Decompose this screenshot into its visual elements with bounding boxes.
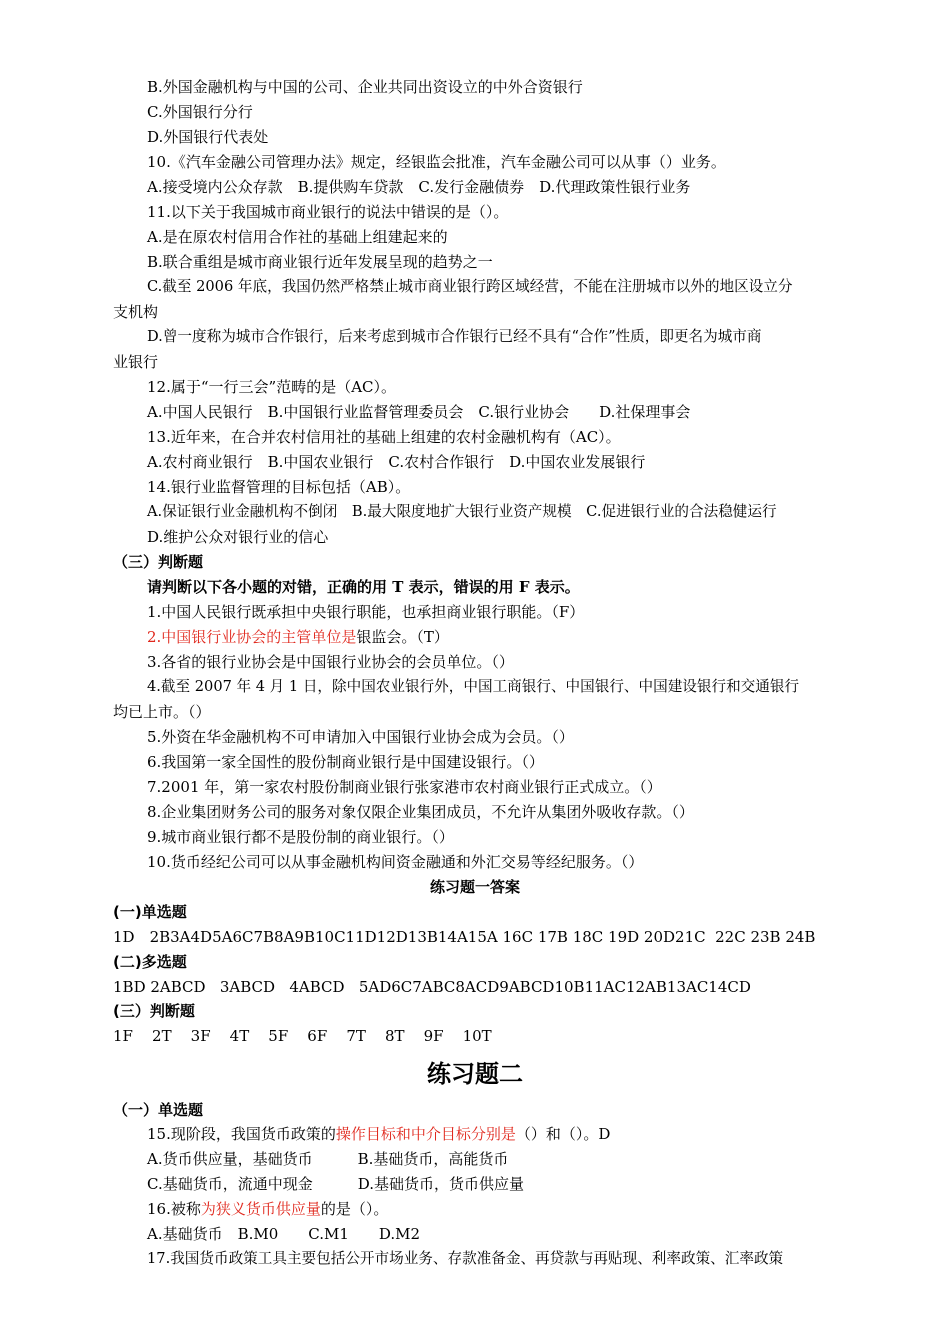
option-line: A.保证银行业金融机构不倒闭 B.最大限度地扩大银行业资产规模 C.促进银行业的合法稳健运行 xyxy=(147,503,777,520)
option-line: C.外国银行分行 xyxy=(147,103,253,121)
question-line xyxy=(147,1199,388,1219)
answers-line: 1D 2B3A4D5A6C7B8A9B10C11D12D13B14A15A 16C 17B 18C 19D 20D21C 22C 23B 24B xyxy=(113,928,816,946)
option-line-cont: 支机构 xyxy=(113,303,159,321)
question-line: 13.近年来，在合并农村信用社的基础上组建的农村金融机构有（AC）。 xyxy=(147,428,621,446)
answers-line: 1BD 2ABCD 3ABCD 4ABCD 5AD6C7ABC8ACD9ABCD10B11AC12AB13AC14CD xyxy=(113,978,751,996)
judge-item: 5.外资在华金融机构不可申请加入中国银行业协会成为会员。（） xyxy=(147,728,574,746)
option-line: D.曾一度称为城市合作银行，后来考虑到城市合作银行已经不具有“合作”性质，即更名为城市商 xyxy=(147,328,762,345)
judge-item: 1.中国人民银行既承担中央银行职能，也承担商业银行职能。（F） xyxy=(147,603,585,621)
option-line: A.基础货币 B.M0 C.M1 D.M2 xyxy=(147,1225,421,1243)
option-line-cont: 业银行 xyxy=(113,353,159,371)
question-line: 11.以下关于我国城市商业银行的说法中错误的是（）。 xyxy=(147,203,509,221)
judge-item: 10.货币经纪公司可以从事金融机构间资金融通和外汇交易等经纪服务。（） xyxy=(147,853,644,871)
option-line: B.联合重组是城市商业银行近年发展呈现的趋势之一 xyxy=(147,253,493,271)
option-line: D.维护公众对银行业的信心 xyxy=(147,528,329,546)
option-line: A.货币供应量，基础货币 B.基础货币，高能货币 xyxy=(147,1150,509,1168)
highlighted-text: 2.中国银行业协会的主管单位是 xyxy=(147,628,357,646)
answers-heading: (一)单选题 xyxy=(113,903,187,921)
answers-line: 1F 2T 3F 4T 5F 6F 7T 8T 9F 10T xyxy=(113,1027,492,1045)
judge-item: 8.企业集团财务公司的服务对象仅限企业集团成员，不允许从集团外吸收存款。（） xyxy=(147,803,694,821)
question-line: 17.我国货币政策工具主要包括公开市场业务、存款准备金、再贷款与再贴现、利率政策、汇率政策 xyxy=(147,1250,784,1267)
option-line: C.基础货币，流通中现金 D.基础货币，货币供应量 xyxy=(147,1175,524,1193)
option-line: C.截至 2006 年底，我国仍然严格禁止城市商业银行跨区域经营，不能在注册城市以外的地区设立分 xyxy=(147,278,793,295)
question-text: 16.被称 xyxy=(147,1200,201,1218)
option-line: A.中国人民银行 B.中国银行业监督管理委员会 C.银行业协会 D.社保理事会 xyxy=(147,403,691,421)
judge-item: 4.截至 2007 年 4 月 1 日，除中国农业银行外，中国工商银行、中国银行、中国建设银行和交通银行 xyxy=(147,678,800,695)
question-text: （）和（）。D xyxy=(515,1125,611,1143)
question-text: 的是（）。 xyxy=(320,1200,389,1218)
judge-item: 9.城市商业银行都不是股份制的商业银行。（） xyxy=(147,828,454,846)
option-line: A.是在原农村信用合作社的基础上组建起来的 xyxy=(147,228,448,246)
answers-heading: (三）判断题 xyxy=(113,1002,195,1020)
answers-title: 练习题一答案 xyxy=(429,878,520,896)
section-title: 练习题二 xyxy=(427,1060,523,1088)
highlighted-text: 操作目标和中介目标分别是 xyxy=(335,1125,516,1143)
section-heading: （一）单选题 xyxy=(113,1101,204,1119)
option-line: B.外国金融机构与中国的公司、企业共同出资设立的中外合资银行 xyxy=(147,78,583,96)
option-line: A.接受境内公众存款 B.提供购车贷款 C.发行金融债券 D.代理政策性银行业务 xyxy=(147,178,691,196)
question-line xyxy=(147,1124,610,1144)
judge-item: 3.各省的银行业协会是中国银行业协会的会员单位。（） xyxy=(147,653,514,671)
judge-item-cont: 均已上市。（） xyxy=(113,703,211,721)
answers-heading: (二)多选题 xyxy=(113,953,187,971)
judge-item: 6.我国第一家全国性的股份制商业银行是中国建设银行。（） xyxy=(147,753,544,771)
instruction: 请判断以下各小题的对错，正确的用 T 表示，错误的用 F 表示。 xyxy=(147,578,580,596)
question-line: 10.《汽车金融公司管理办法》规定，经银监会批准，汽车金融公司可以从事（）业务。 xyxy=(147,153,726,171)
judge-item-rest: 银监会。（T） xyxy=(356,628,449,646)
section-heading: （三）判断题 xyxy=(113,553,204,571)
option-line: D.外国银行代表处 xyxy=(147,128,269,146)
option-line: A.农村商业银行 B.中国农业银行 C.农村合作银行 D.中国农业发展银行 xyxy=(147,453,646,471)
judge-item xyxy=(147,627,449,647)
question-line: 14.银行业监督管理的目标包括（AB）。 xyxy=(147,478,411,496)
judge-item: 7.2001 年，第一家农村股份制商业银行张家港市农村商业银行正式成立。（） xyxy=(147,778,662,796)
highlighted-text: 为狭义货币供应量 xyxy=(200,1200,321,1218)
question-text: 15.现阶段，我国货币政策的 xyxy=(147,1125,336,1143)
question-line: 12.属于“一行三会”范畴的是（AC）。 xyxy=(147,378,397,396)
